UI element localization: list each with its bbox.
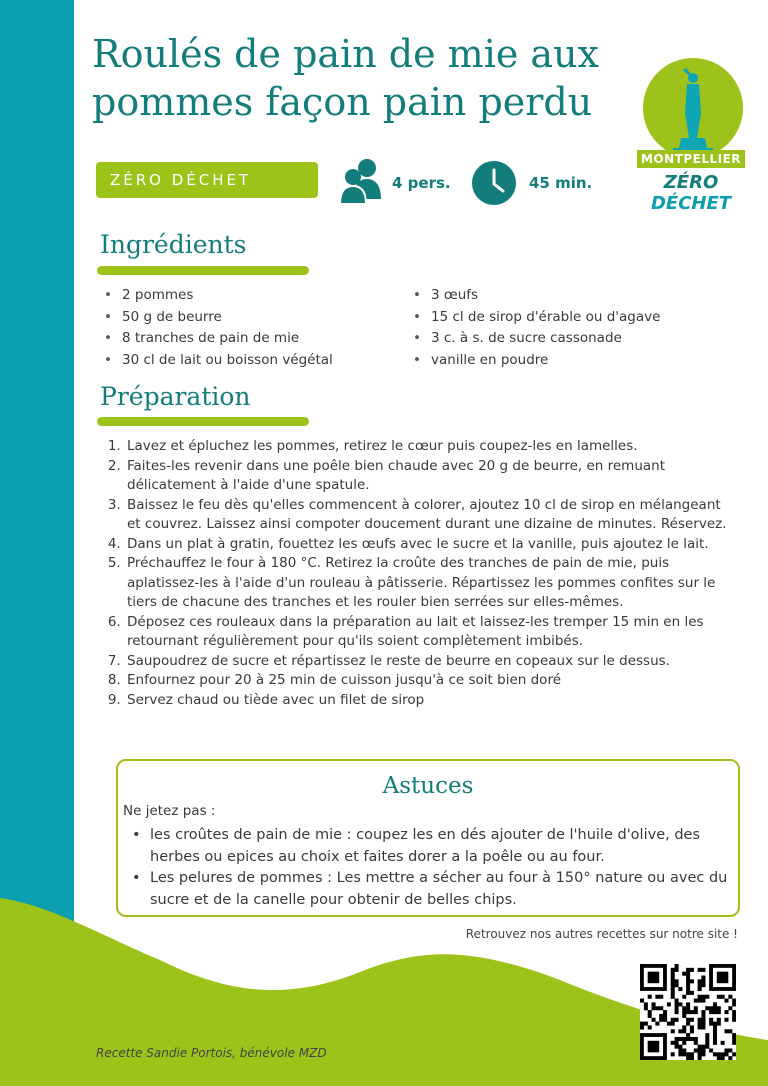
step-item: 1. Lavez et épluchez les pommes, retirez le cœur puis coupez-les en lamelles. [125, 437, 735, 457]
category-badge: ZÉRO DÉCHET [96, 162, 318, 198]
qr-code[interactable] [640, 964, 736, 1060]
montpellier-zero-dechet-logo [634, 56, 750, 214]
preparation-underline [97, 417, 309, 426]
step-item: 2. Faites-les revenir dans une poêle bien chaude avec 20 g de beurre, en remuant délicatement à l'aide d'une spatule. [125, 457, 735, 496]
preparation-steps [105, 437, 735, 710]
logo-word-dechet: DÉCHET [650, 193, 732, 214]
ingredients-list-right [413, 285, 660, 371]
tip-item: • les croûtes de pain de mie : coupez les en dés ajouter de l'huile d'olive, des herbes ou epices au choix et faites dorer a la poêle ou au four. [132, 825, 736, 868]
ingredient-item: • 50 g de beurre [104, 307, 333, 329]
preparation-heading: Préparation [100, 382, 251, 411]
statue-icon [643, 58, 743, 158]
title-line-1: Roulés de pain de mie aux [92, 32, 599, 76]
ingredient-item: • 8 tranches de pain de mie [104, 328, 333, 350]
ingredient-item: • vanille en poudre [413, 350, 660, 372]
logo-word-zero: ZÉRO [663, 172, 719, 193]
tips-list [132, 825, 736, 911]
time-label: 45 min. [529, 174, 593, 192]
logo-circle [643, 58, 743, 158]
page-title [92, 30, 652, 126]
ingredient-item: • 3 œufs [413, 285, 660, 307]
tips-intro: Ne jetez pas : [123, 803, 216, 819]
step-item: 5. Préchauffez le four à 180 °C. Retirez la croûte des tranches de pain de mie, puis aplatissez-les à l'aide d'un rouleau à pâtisserie. Répartissez les pommes confites sur le tiers de chacune des tranches et les rouler bien serrées sur elles-mêmes. [125, 554, 735, 613]
clock-icon [471, 160, 517, 206]
ingredients-underline [97, 266, 309, 275]
ingredients-list-left [104, 285, 333, 371]
title-line-2: pommes façon pain perdu [92, 80, 593, 124]
step-item: 4. Dans un plat à gratin, fouettez les œufs avec le sucre et la vanille, puis ajoutez le lait. [125, 535, 735, 555]
ingredients-heading: Ingrédients [100, 230, 247, 259]
step-item: 6. Déposez ces rouleaux dans la préparation au lait et laissez-les tremper 15 min en les retournant régulièrement pour qu'ils soient complètement imbibés. [125, 613, 735, 652]
tip-item: • Les pelures de pommes : Les mettre a sécher au four à 150° nature ou avec du sucre et de la canelle pour obtenir de belles chips. [132, 868, 736, 911]
ingredient-item: • 2 pommes [104, 285, 333, 307]
tips-heading: Astuces [382, 773, 474, 799]
step-item: 9. Servez chaud ou tiède avec un filet de sirop [125, 691, 735, 711]
step-item: 3. Baissez le feu dès qu'elles commencent à colorer, ajoutez 10 cl de sirop en mélangeant et couvrez. Laissez ainsi compoter doucement durant une dizaine de minutes. Réservez. [125, 496, 735, 535]
ingredient-item: • 3 c. à s. de sucre cassonade [413, 328, 660, 350]
people-icon [337, 157, 385, 205]
step-item: 8. Enfournez pour 20 à 25 min de cuisson jusqu'à ce soit bien doré [125, 671, 735, 691]
ingredient-item: • 15 cl de sirop d'érable ou d'agave [413, 307, 660, 329]
logo-brand-label [634, 172, 748, 214]
ingredient-item: • 30 cl de lait ou boisson végétal [104, 350, 333, 372]
logo-city-label: MONTPELLIER [637, 150, 745, 168]
site-link-text: Retrouvez nos autres recettes sur notre site ! [465, 927, 738, 941]
servings-label: 4 pers. [392, 174, 451, 192]
tips-box [116, 759, 740, 917]
step-item: 7. Saupoudrez de sucre et répartissez le reste de beurre en copeaux sur le dessus. [125, 652, 735, 672]
recipe-credit: Recette Sandie Portois, bénévole MZD [96, 1046, 327, 1060]
